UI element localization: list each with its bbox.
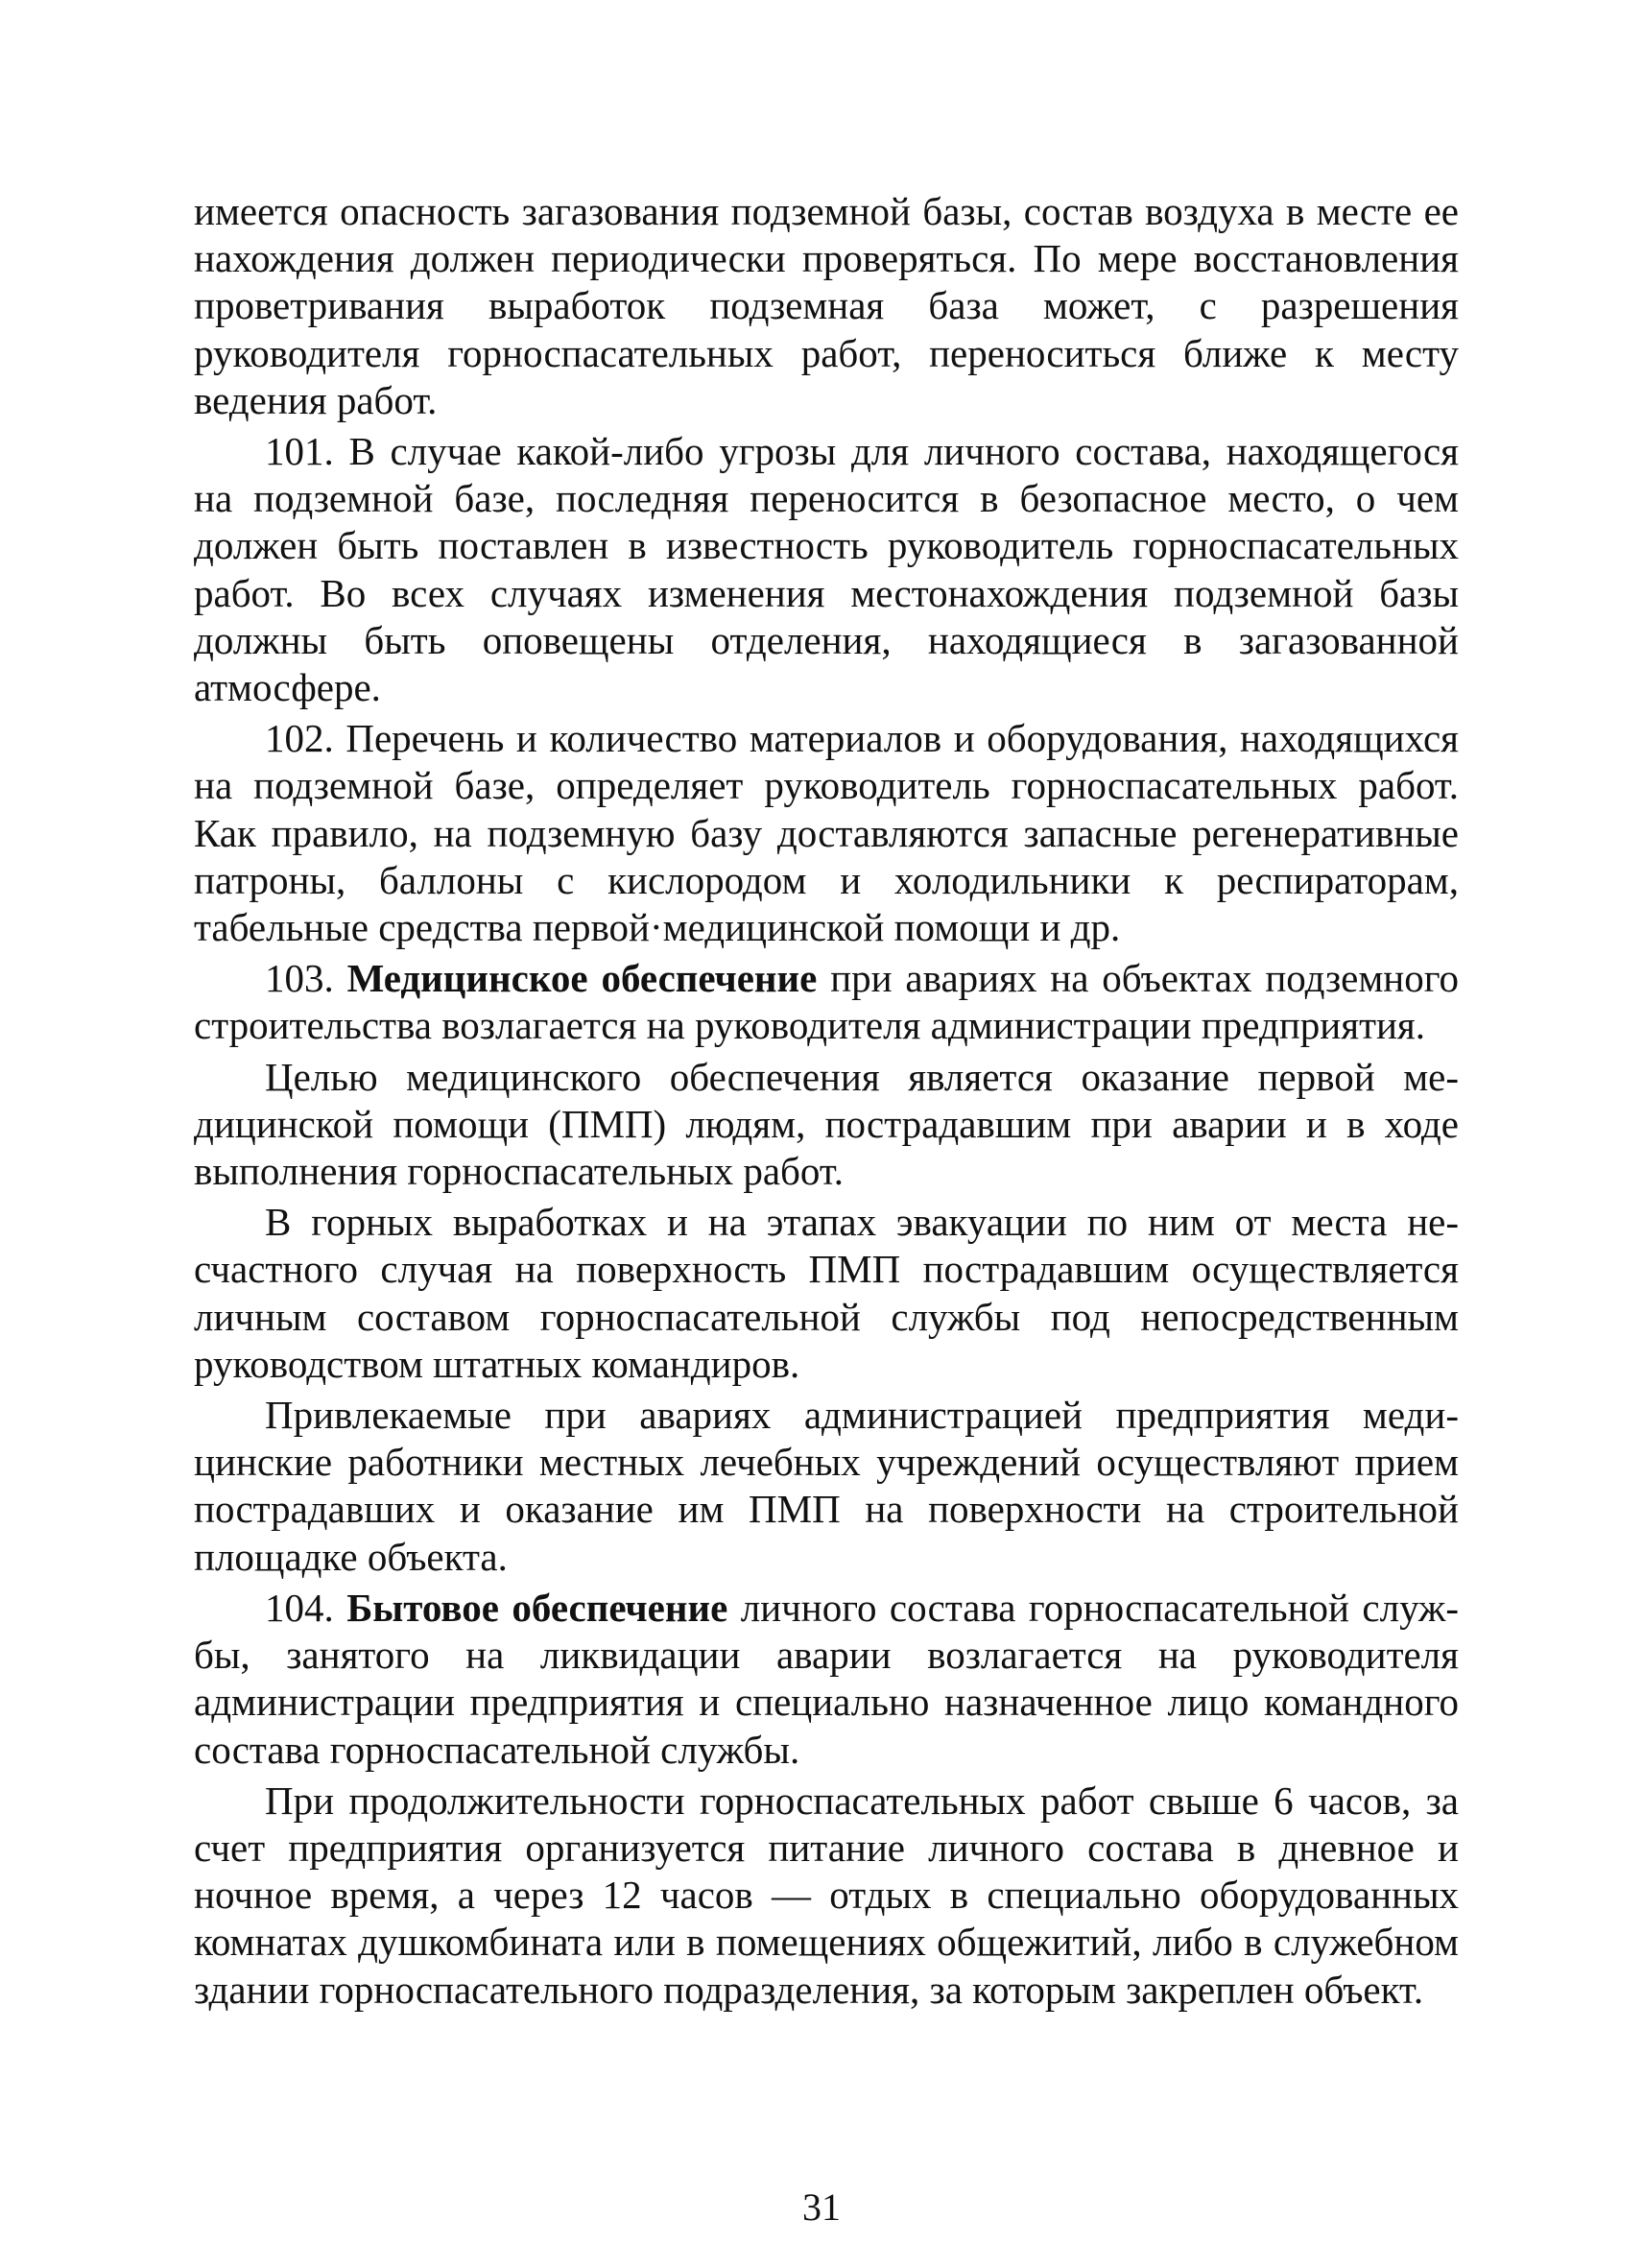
paragraph-text: при авариях на объектах подземного строительства возлагается на руководителя администрации предприятия. [194,956,1460,1048]
paragraph-text: В горных выработках и на этапах эвакуации по ним от места несчастного случая на поверхность ПМП пострадавшим осуществляется личным составом горноспасательной службы под непосредственным руководством штатных командиров. [194,1200,1459,1386]
paragraph-heading: Медицинское обеспечение [346,956,818,1001]
paragraph-number: 101. [265,429,334,474]
paragraph-104 [194,1585,1459,1774]
paragraph-text: Привлекаемые при авариях администрацией предприятия медицинские работники местных лечебных учреждений осуществляют прием пострадавших и оказание им ПМП на поверхности на строительной площадке объекта. [194,1393,1459,1579]
paragraph-medical-workers [194,1392,1459,1581]
paragraph-text: Перечень и количество материалов и оборудования, находящихся на подземной базе, определяет руководитель горноспасательных работ. Как правило, на подземную базу доставляются запасные регенеративные патроны, баллоны с кислородом и холодильники к респираторам, табельные средства первой·медицинской помощи и др. [194,716,1459,950]
paragraph-text: имеется опасность загазования подземной базы, состав воздуха в месте ее нахождения должен периодически проверяться. По мере восстановления проветривания выработок подземная база может, с разрешения руководителя горноспасательных работ, переноситься ближе к месту ведения работ. [194,189,1459,422]
body-text [194,188,1459,2017]
paragraph-number: 103. [265,956,334,1001]
paragraph-text: личного состава горноспасательной службы, занятого на ликвидации аварии возлагается на руководителя администрации предприятия и специально назначенное лицо командного состава горноспасательной службы. [194,1585,1460,1772]
paragraph-text: В случае какой-либо угрозы для личного состава, находящегося на подземной базе, последняя переносится в безопасное место, о чем должен быть поставлен в известность руководитель горноспасательных работ. Во всех случаях изменения местонахождения подземной базы должны быть оповещены отделения, находящиеся в загазованной атмосфере. [194,429,1459,710]
paragraph-103 [194,955,1459,1049]
paragraph-number: 104. [265,1585,334,1630]
paragraph-medical-goal [194,1054,1459,1196]
paragraph-heading: Бытовое обеспечение [346,1585,728,1630]
paragraph-number: 102. [265,716,334,761]
paragraph-evacuation [194,1199,1459,1388]
paragraph-text: Целью медицинского обеспечения является оказание первой медицинской помощи (ПМП) людям, пострадавшим при аварии и в ходе выполнения горноспасательных работ. [194,1054,1459,1194]
paragraph-101 [194,428,1459,711]
paragraph-continuation [194,188,1459,424]
paragraph-102 [194,715,1459,951]
paragraph-text: При продолжительности горноспасательных работ свыше 6 часов, за счет предприятия организуется питание личного состава в дневное и ночное время, а через 12 часов — отдых в специально оборудованных комнатах душкомбината или в помещениях общежитий, либо в служебном здании горноспасательного подразделения, за которым закреплен объект. [194,1778,1459,2012]
page-number: 31 [802,2185,841,2229]
paragraph-duration [194,1778,1459,2014]
